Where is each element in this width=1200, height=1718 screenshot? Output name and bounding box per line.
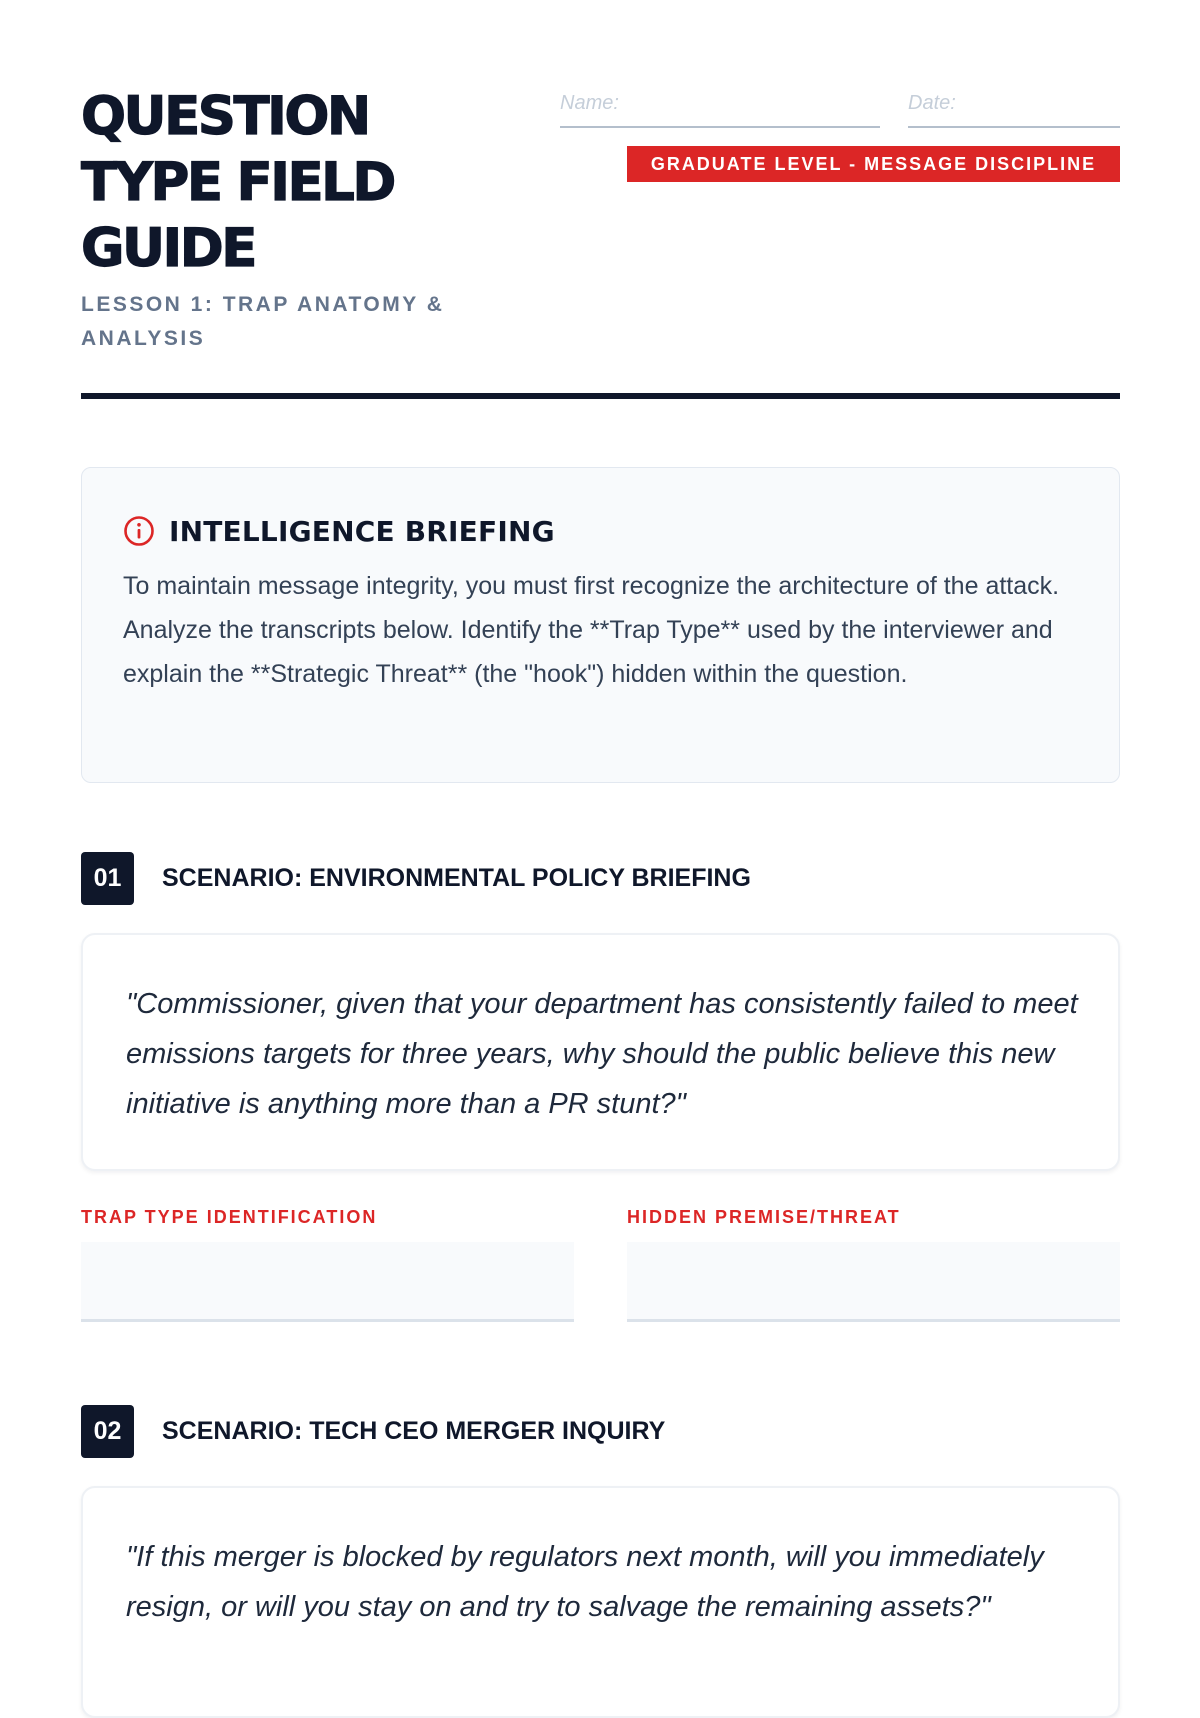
scenario-header [81, 851, 1120, 905]
header [81, 0, 1120, 400]
trap-type-input[interactable] [81, 1242, 574, 1322]
name-field[interactable]: Name: [560, 88, 880, 128]
briefing-title: INTELLIGENCE BRIEFING [169, 514, 555, 548]
hidden-premise-answer [627, 1207, 1120, 1322]
quote-card [81, 933, 1120, 1171]
scenario-title: SCENARIO: TECH CEO MERGER INQUIRY [162, 1416, 666, 1445]
scenario-header [81, 1404, 1120, 1458]
scenario-number: 01 [81, 852, 134, 905]
hidden-premise-label: HIDDEN PREMISE/THREAT [627, 1207, 901, 1227]
scenario-1 [81, 851, 1120, 1322]
answer-fields [81, 1207, 1120, 1322]
intelligence-briefing [81, 467, 1120, 783]
info-icon [123, 515, 155, 547]
scenario-number: 02 [81, 1405, 134, 1458]
worksheet-page [81, 0, 1120, 1623]
interview-quote: "If this merger is blocked by regulators next month, will you immediately resign, or will you stay on and try to salvage the remaining assets?" [126, 1541, 1044, 1623]
scenario-title: SCENARIO: ENVIRONMENTAL POLICY BRIEFING [162, 863, 751, 892]
briefing-text: To maintain message integrity, you must first recognize the architecture of the attack. Analyze the transcripts below. Identify the **Trap Type** used by the interviewer and explain the **Strategic Threat** (the "hook") hidden within the question. [123, 572, 1060, 688]
level-badge: GRADUATE LEVEL - MESSAGE DISCIPLINE [627, 146, 1120, 182]
interview-quote: "Commissioner, given that your department has consistently failed to meet emissions targets for three years, why should the public believe this new initiative is anything more than a PR stunt?" [126, 988, 1078, 1120]
date-field[interactable]: Date: [908, 88, 1120, 128]
trap-type-answer [81, 1207, 574, 1322]
trap-type-label: TRAP TYPE IDENTIFICATION [81, 1207, 378, 1227]
hidden-premise-input[interactable] [627, 1242, 1120, 1322]
header-divider [81, 393, 1120, 399]
lesson-subtitle: LESSON 1: TRAP ANATOMY & ANALYSIS [81, 293, 445, 350]
briefing-header [123, 512, 1079, 550]
quote-card [81, 1486, 1120, 1718]
scenario-2 [81, 1404, 1120, 1718]
page-title: QUESTION TYPE FIELD GUIDE [81, 86, 394, 279]
